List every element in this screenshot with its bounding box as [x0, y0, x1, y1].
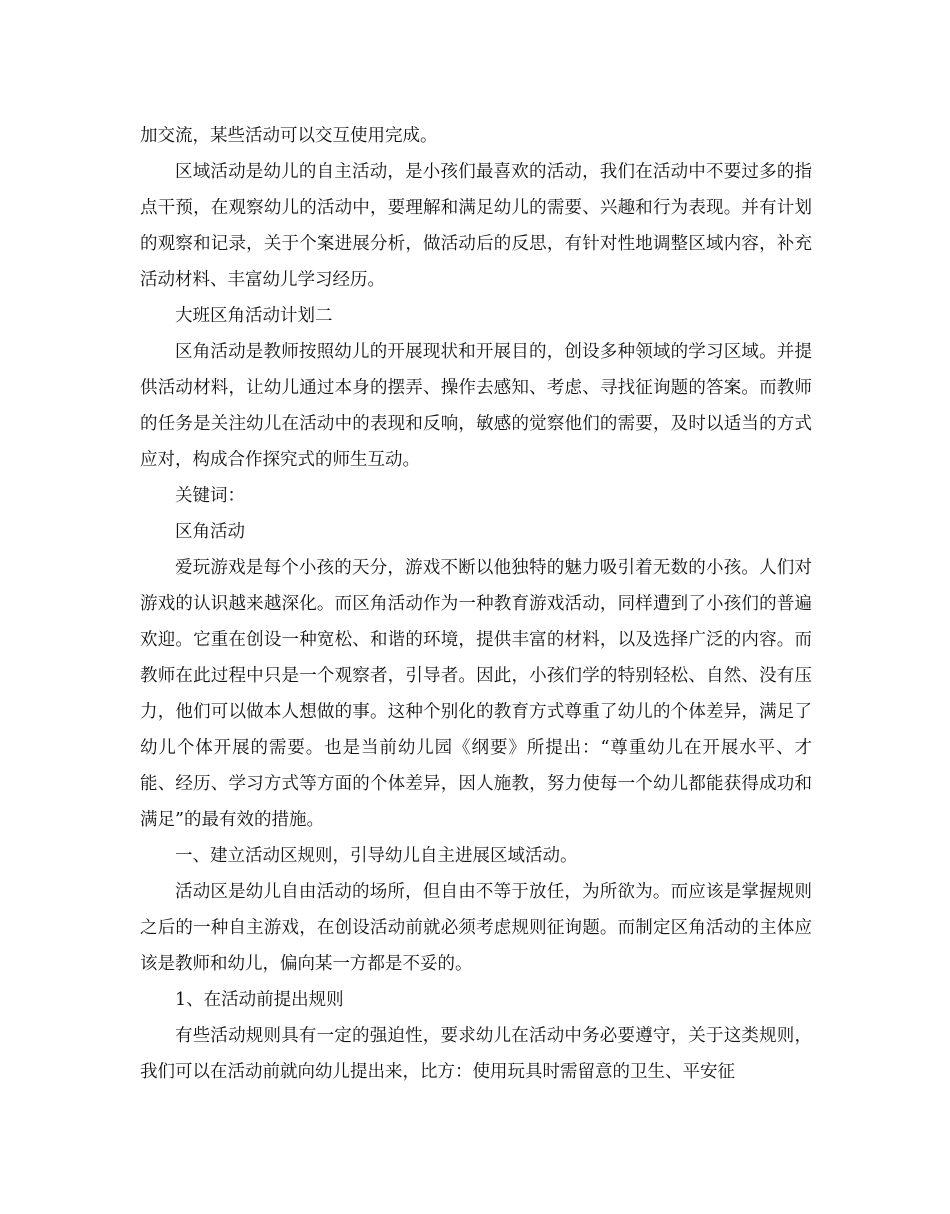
- keywords-label: 关键词：: [175, 486, 245, 506]
- paragraph-2: 区域活动是幼儿的自主活动，是小孩们最喜欢的活动，我们在活动中不要过多的指点干预，在观察幼儿的活动中，要理解和满足幼儿的需要、兴趣和行为表现。并有计划的观察和记录，关于个案进展分析，做活动后的反思，有针对性地调整区域内容，补充活动材料、丰富幼儿学习经历。: [140, 162, 812, 290]
- paragraph-5: 活动区是幼儿自由活动的场所，但自由不等于放任，为所欲为。而应该是掌握规则之后的一种自主游戏，在创设活动前就必须考虑规则征询题。而制定区角活动的主体应该是教师和幼儿，偏向某一方都是不妥的。: [140, 882, 812, 974]
- paragraph-4: 爱玩游戏是每个小孩的天分，游戏不断以他独特的魅力吸引着无数的小孩。人们对游戏的认识越来越深化。而区角活动作为一种教育游戏活动，同样遭到了小孩们的普遍欢迎。它重在创设一种宽松、和谐的环境，提供丰富的材料，以及选择广泛的内容。而教师在此过程中只是一个观察者，引导者。因此，小孩们学的特别轻松、自然、没有压力，他们可以做本人想做的事。这种个别化的教育方式尊重了幼儿的个体差异，满足了幼儿个体开展的需要。也是当前幼儿园《纲要》所提出：“尊重幼儿在开展水平、才能、经历、学习方式等方面的个体差异，因人施教，努力使每一个幼儿都能获得成功和满足”的最有效的措施。: [140, 558, 812, 830]
- paragraph-6: 有些活动规则具有一定的强迫性，要求幼儿在活动中务必要遵守，关于这类规则，我们可以在活动前就向幼儿提出来，比方：使用玩具时需留意的卫生、平安征: [140, 1026, 812, 1082]
- keyword-item: 区角活动: [175, 522, 245, 542]
- paragraph-1: 加交流，某些活动可以交互使用完成。: [140, 126, 438, 146]
- paragraph-3: 区角活动是教师按照幼儿的开展现状和开展目的，创设多种领域的学习区域。并提供活动材料，让幼儿通过本身的摆弄、操作去感知、考虑、寻找征询题的答案。而教师的任务是关注幼儿在活动中的表现和反响，敏感的觉察他们的需要，及时以适当的方式应对，构成合作探究式的师生互动。: [140, 342, 812, 470]
- subsection-heading-1: 1、在活动前提出规则: [175, 990, 344, 1010]
- section-heading-one: 一、建立活动区规则，引导幼儿自主进展区域活动。: [175, 846, 578, 866]
- section-heading-plan-two: 大班区角活动计划二: [175, 306, 333, 326]
- document-body: [140, 118, 812, 1090]
